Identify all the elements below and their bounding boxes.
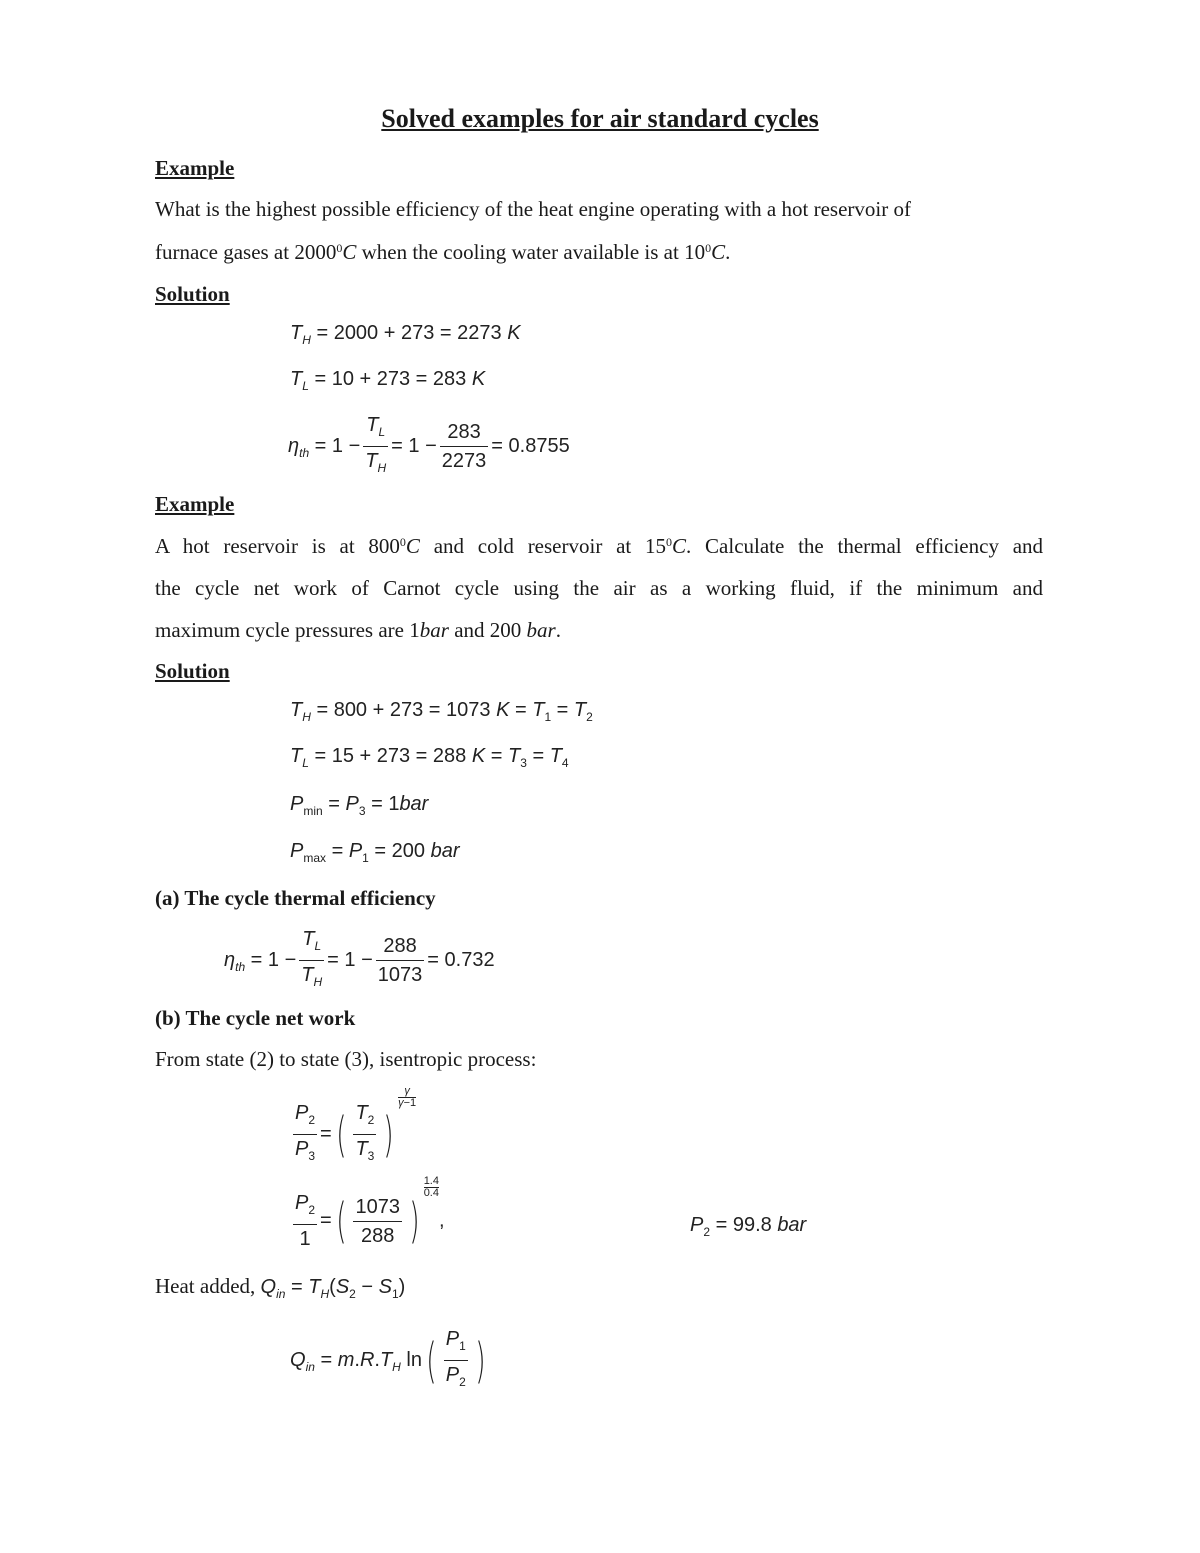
isentropic-process-text: From state (2) to state (3), isentropic process:	[155, 1047, 537, 1071]
example-2-equation-th: $T_H = 800 + 273 = 1073$ $K = T_1 = T_2$	[290, 699, 593, 724]
example-1-efficiency-equation: $\eta_{th} = 1$ − $\frac{T_L}{T_H}$ = 1 − $\frac{283}{2273}$ = 0.8755	[288, 414, 570, 475]
part-a-heading: (a) The cycle thermal efficiency	[155, 886, 436, 910]
example-1-equation-th: $T_H = 2000 + 273 = 2273$ K	[290, 322, 521, 347]
example-1-line2-part-b: when the cooling water available is at 10	[356, 240, 706, 264]
heat-added-equation: $Q_{in} = m.R.T_H$ ln( $\frac{P_1}{P_2}$ )	[290, 1328, 486, 1389]
example-2-text-line-2: the cycle net work of Carnot cycle using the air as a working fluid, if the minimum and	[155, 576, 1043, 600]
pressure-ratio-equation: $\frac{P_2}{1}$ =( $\frac{1073}{288}$ ) $\frac{1.4}{0.4}$ ,	[295, 1175, 445, 1250]
example-1-text-line-1: What is the highest possible efficiency of the heat engine operating with a hot reservoir of	[155, 197, 911, 221]
example-2-solution-heading: Solution	[155, 659, 230, 683]
part-b-heading: (b) The cycle net work	[155, 1006, 356, 1030]
example-2-equation-pmin: $P_{min} = P_3 = 1bar$	[290, 793, 429, 818]
isentropic-relation-equation: $\frac{P_2}{P_3}$ =( $\frac{T_2}{T_3}$ ) $\frac{\gamma}{\gamma-1}$	[295, 1085, 417, 1163]
example-2-heading: Example	[155, 492, 235, 516]
p2-result: $P_2 = 99.8$ bar	[690, 1214, 807, 1239]
heat-added-line: Heat added, $Q_{in} = T_H(S_2 - S_1)$	[155, 1274, 406, 1301]
example-2-text-line-3: maximum cycle pressures are 1bar and 200 bar.	[155, 618, 561, 642]
example-1-heading: Example	[155, 156, 235, 180]
example-1-text-line-2: furnace gases at 2000$^0$C when the cooling water available is at $10^0C$.	[155, 240, 731, 264]
part-a-efficiency-equation: $\eta_{th} = 1$ − $\frac{T_L}{T_H}$ = 1 − $\frac{288}{1073}$ = 0.732	[224, 928, 495, 989]
example-1-equation-tl: $T_L = 10 + 273 = 283$ K	[290, 368, 486, 393]
example-1-solution-heading: Solution	[155, 282, 230, 306]
example-2-equation-tl: $T_L = 15 + 273 = 288$ $K = T_3 = T_4$	[290, 745, 569, 770]
example-1-line2-part-a: furnace gases at 2000	[155, 240, 337, 264]
example-2-text-line-1: A hot reservoir is at $800^0C$ and cold reservoir at $15^0C$. Calculate the thermal efficiency and	[155, 534, 1044, 558]
example-2-equation-pmax: $P_{max} = P_1 = 200$ bar	[290, 840, 460, 865]
page-title: Solved examples for air standard cycles	[381, 104, 819, 133]
